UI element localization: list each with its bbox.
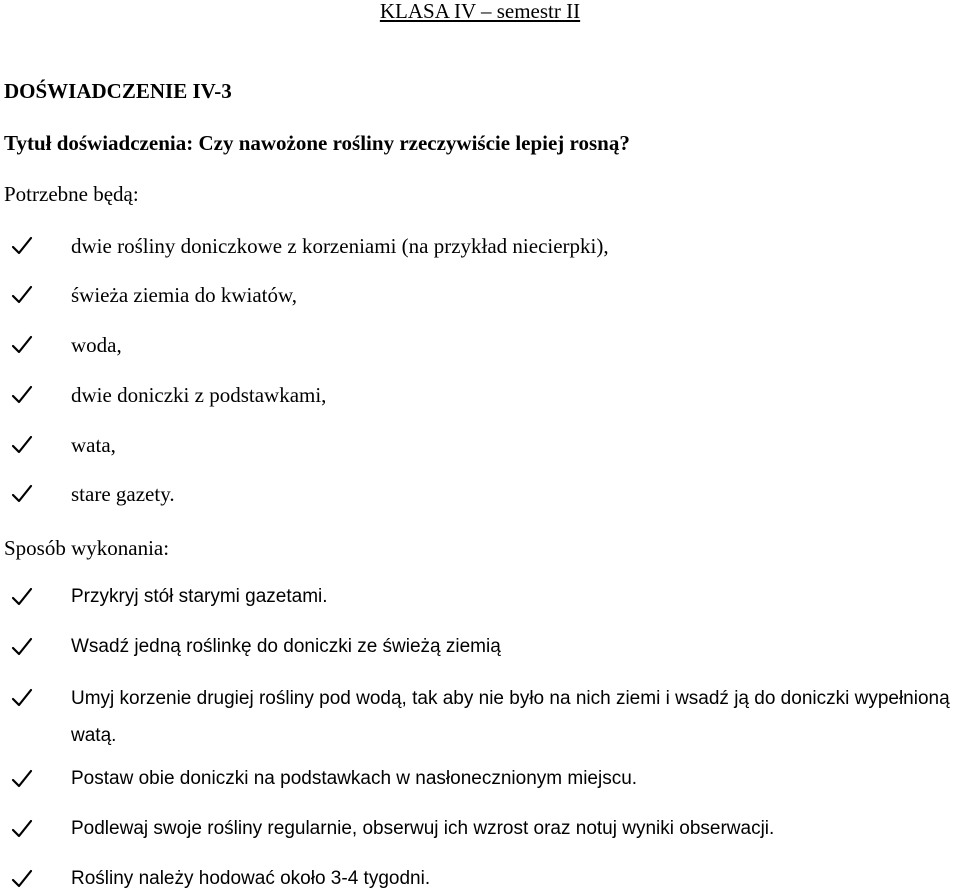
checkmark-icon [10,332,34,358]
material-item: wata, [71,433,116,457]
procedure-step: Podlewaj swoje rośliny regularnie, obserwuj ich wzrost oraz notuj wyniki obserwacji. [71,818,775,839]
checkmark-icon [10,233,34,259]
checkmark-icon [10,584,34,610]
materials-label: Potrzebne będą: [4,182,139,206]
checkmark-icon [10,382,34,408]
checkmark-icon [10,766,34,792]
material-item: stare gazety. [71,482,175,506]
checkmark-icon [10,282,34,308]
checkmark-icon [10,685,34,711]
checkmark-icon [10,634,34,660]
material-item: woda, [71,333,122,357]
procedure-step: Przykryj stół starymi gazetami. [71,586,328,607]
procedure-label: Sposób wykonania: [4,536,170,560]
document-header: KLASA IV – semestr II [379,0,581,23]
experiment-id: DOŚWIADCZENIE IV-3 [4,79,232,103]
procedure-step: Postaw obie doniczki na podstawkach w nasłonecznionym miejscu. [71,768,638,789]
procedure-step: Umyj korzenie drugiej rośliny pod wodą, tak aby nie było na nich ziemi i wsadź ją do doniczki wypełnioną watą. [71,688,950,746]
material-item: świeża ziemia do kwiatów, [71,283,298,307]
checkmark-icon [10,432,34,458]
procedure-step: Wsadź jedną roślinkę do doniczki ze świeżą ziemią [71,636,501,657]
checkmark-icon [10,816,34,842]
material-item: dwie rośliny doniczkowe z korzeniami (na przykład niecierpki), [71,234,609,258]
experiment-title: Tytuł doświadczenia: Czy nawożone rośliny rzeczywiście lepiej rosną? [4,131,630,155]
checkmark-icon [10,866,34,892]
checkmark-icon [10,481,34,507]
procedure-step: Rośliny należy hodować około 3-4 tygodni. [71,868,431,889]
material-item: dwie doniczki z podstawkami, [71,383,327,407]
